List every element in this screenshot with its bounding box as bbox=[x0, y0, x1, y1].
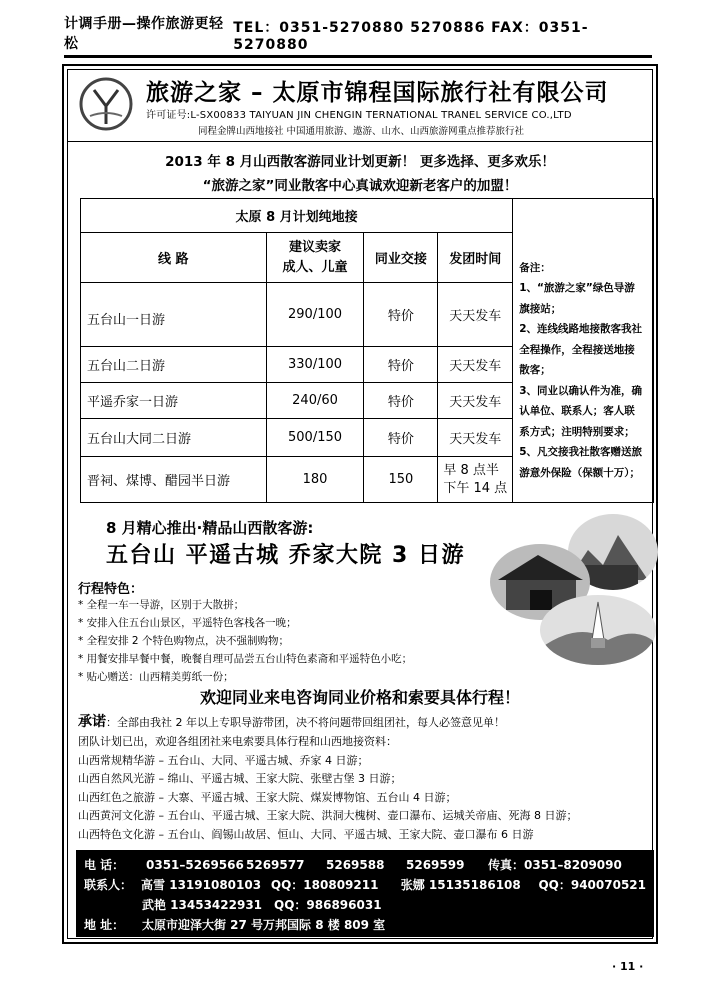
note-line: 1、“旅游之家”绿色导游 bbox=[519, 282, 635, 295]
depart-morning: 早 8 点半 bbox=[443, 462, 499, 478]
notes-cell bbox=[513, 199, 654, 503]
route-price: 180 bbox=[266, 457, 364, 503]
route-price: 330/100 bbox=[266, 347, 364, 383]
note-line: 散客； bbox=[519, 364, 551, 377]
depart-afternoon: 下午 14 点 bbox=[443, 480, 508, 496]
promise-line bbox=[78, 711, 505, 731]
phone-number: 0351–5269566 bbox=[146, 858, 244, 872]
membership-line: 同程金牌山西地接社 中国通用旅游、遨游、山水、山西旅游网重点推荐旅行社 bbox=[198, 126, 525, 137]
list-item: 山西特色文化游 – 五台山、阎锡山故居、恒山、大同、平遥古城、王家大院、壶口瀑布 6 日游 bbox=[78, 827, 534, 841]
contact-person-row bbox=[84, 895, 646, 915]
contact-person: 武艳 13453422931 bbox=[142, 898, 263, 912]
promise-key: 承诺 bbox=[78, 714, 106, 730]
company-header bbox=[68, 70, 652, 142]
update-headline: 2013 年 8 月山西散客游同业计划更新！ 更多选择、更多欢乐！ bbox=[165, 154, 555, 170]
route-name: 五台山二日游 bbox=[81, 347, 267, 383]
list-item: * 全程一车一导游，区别于大散拼； bbox=[78, 599, 245, 611]
welcome-headline: “旅游之家”同业散客中心真诚欢迎新老客户的加盟！ bbox=[202, 178, 518, 194]
flyer-frame bbox=[62, 64, 658, 944]
address-label: 地 址： bbox=[84, 918, 125, 932]
route-depart: 天天发车 bbox=[438, 383, 513, 419]
scenery-photo-collage bbox=[488, 510, 658, 665]
route-price: 240/60 bbox=[266, 383, 364, 419]
fax-number: 传真：0351–8209090 bbox=[488, 858, 622, 872]
contact-block bbox=[76, 850, 654, 937]
page-number: · 11 · bbox=[612, 960, 644, 973]
route-peer: 特价 bbox=[364, 347, 438, 383]
tour-list bbox=[78, 733, 577, 844]
list-item: 山西红色之旅游 – 大寨、平遥古城、王家大院、煤炭博物馆、五台山 4 日游； bbox=[78, 790, 457, 804]
license-line: 许可证号:L-SX00833 TAIYUAN JIN CHENGIN TERNATIONAL TRANEL SERVICE CO.,LTD bbox=[146, 110, 572, 121]
route-peer: 特价 bbox=[364, 283, 438, 347]
list-item: * 全程安排 2 个特色购物点，决不强制购物； bbox=[78, 635, 289, 647]
route-depart: 天天发车 bbox=[438, 419, 513, 457]
address: 太原市迎泽大街 27 号万邦国际 8 楼 809 室 bbox=[142, 918, 386, 932]
route-peer: 特价 bbox=[364, 383, 438, 419]
list-item: 山西常规精华游 – 五台山、大同、平遥古城、乔家 4 日游； bbox=[78, 753, 369, 767]
table-title: 太原 8 月计划纯地接 bbox=[81, 199, 513, 233]
note-line: 游意外保险（保额十万）； bbox=[519, 466, 640, 479]
header-peer: 同业交接 bbox=[364, 233, 438, 283]
route-price: 500/150 bbox=[266, 419, 364, 457]
consult-headline: 欢迎同业来电咨询同业价格和索要具体行程！ bbox=[199, 688, 520, 707]
top-contact-numbers: TEL：0351-5270880 5270886 FAX：0351-5270880 bbox=[233, 20, 589, 53]
promise-text: ：全部由我社 2 年以上专职导游带团，决不将问题带回组团社，每人必签意见单！ bbox=[106, 716, 505, 729]
features-list bbox=[78, 596, 412, 686]
note-line: 2、连线线路地接散客我社 bbox=[519, 323, 643, 336]
route-name: 五台山一日游 bbox=[81, 283, 267, 347]
header-depart: 发团时间 bbox=[438, 233, 513, 283]
header-route: 线 路 bbox=[81, 233, 267, 283]
route-peer: 特价 bbox=[364, 419, 438, 457]
route-price: 290/100 bbox=[266, 283, 364, 347]
phone-number: 5269588 bbox=[326, 858, 385, 872]
note-line: 备注： bbox=[519, 261, 551, 274]
list-item: * 安排入住五台山景区，平遥特色客栈各一晚； bbox=[78, 617, 297, 629]
contact-person: 张娜 15135186108 bbox=[400, 878, 521, 892]
note-line: 3、同业以确认件为准，确 bbox=[519, 384, 643, 397]
route-depart: 天天发车 bbox=[438, 283, 513, 347]
handbook-slogan: 计调手册—操作旅游更轻松 bbox=[64, 16, 224, 52]
contact-qq: QQ：986896031 bbox=[274, 898, 382, 912]
route-name: 五台山大同二日游 bbox=[81, 419, 267, 457]
contact-qq: QQ：940070521 bbox=[538, 878, 646, 892]
promo-tagline: 8 月精心推出·精品山西散客游: bbox=[106, 519, 314, 537]
list-item: 团队计划已出，欢迎各组团社来电索要具体行程和山西地接资料： bbox=[78, 735, 397, 748]
promo-title: 五台山 平遥古城 乔家大院 3 日游 bbox=[106, 543, 465, 568]
phone-row bbox=[84, 855, 646, 875]
phone-label: 电 话： bbox=[84, 858, 125, 872]
phone-number: 5269599 bbox=[406, 858, 465, 872]
features-heading: 行程特色： bbox=[78, 582, 144, 597]
list-item: * 用餐安排早餐中餐，晚餐自理可品尝五台山特色素斋和平遥特色小吃； bbox=[78, 653, 413, 665]
route-depart bbox=[438, 457, 513, 503]
note-line: 旗接站； bbox=[519, 302, 562, 315]
contact-person: 高雪 13191080103 bbox=[141, 878, 262, 892]
contact-person-row bbox=[84, 875, 646, 895]
note-line: 认单位、联系人；客人联 bbox=[519, 405, 635, 418]
route-peer: 150 bbox=[364, 457, 438, 503]
route-name: 晋祠、煤博、醋园半日游 bbox=[81, 457, 267, 503]
note-line: 5、凡交接我社散客赠送旅 bbox=[519, 446, 643, 459]
company-name: 旅游之家 – 太原市锦程国际旅行社有限公司 bbox=[146, 80, 609, 106]
top-banner bbox=[64, 16, 652, 58]
note-line: 全程操作，全程接送地接 bbox=[519, 343, 635, 356]
header-price: 建议卖家 成人、儿童 bbox=[266, 233, 364, 283]
route-name: 平遥乔家一日游 bbox=[81, 383, 267, 419]
list-item: 山西自然风光游 – 绵山、平遥古城、王家大院、张壁古堡 3 日游； bbox=[78, 772, 402, 785]
phone-number: 5269577 bbox=[246, 858, 305, 872]
contact-qq: QQ：180809211 bbox=[270, 878, 379, 892]
person-label: 联系人： bbox=[84, 878, 133, 892]
address-row bbox=[84, 915, 646, 935]
note-line: 系方式；注明特别要求； bbox=[519, 425, 635, 438]
company-logo-icon bbox=[78, 76, 134, 132]
list-item: * 贴心赠送：山西精美剪纸一份； bbox=[78, 671, 234, 683]
route-depart: 天天发车 bbox=[438, 347, 513, 383]
list-item: 山西黄河文化游 – 五台山、平遥古城、王家大院、洪洞大槐树、壶口瀑布、运城关帝庙、死海 8 日游； bbox=[78, 809, 578, 822]
flyer-inner-frame bbox=[67, 69, 653, 939]
route-table bbox=[80, 198, 654, 503]
